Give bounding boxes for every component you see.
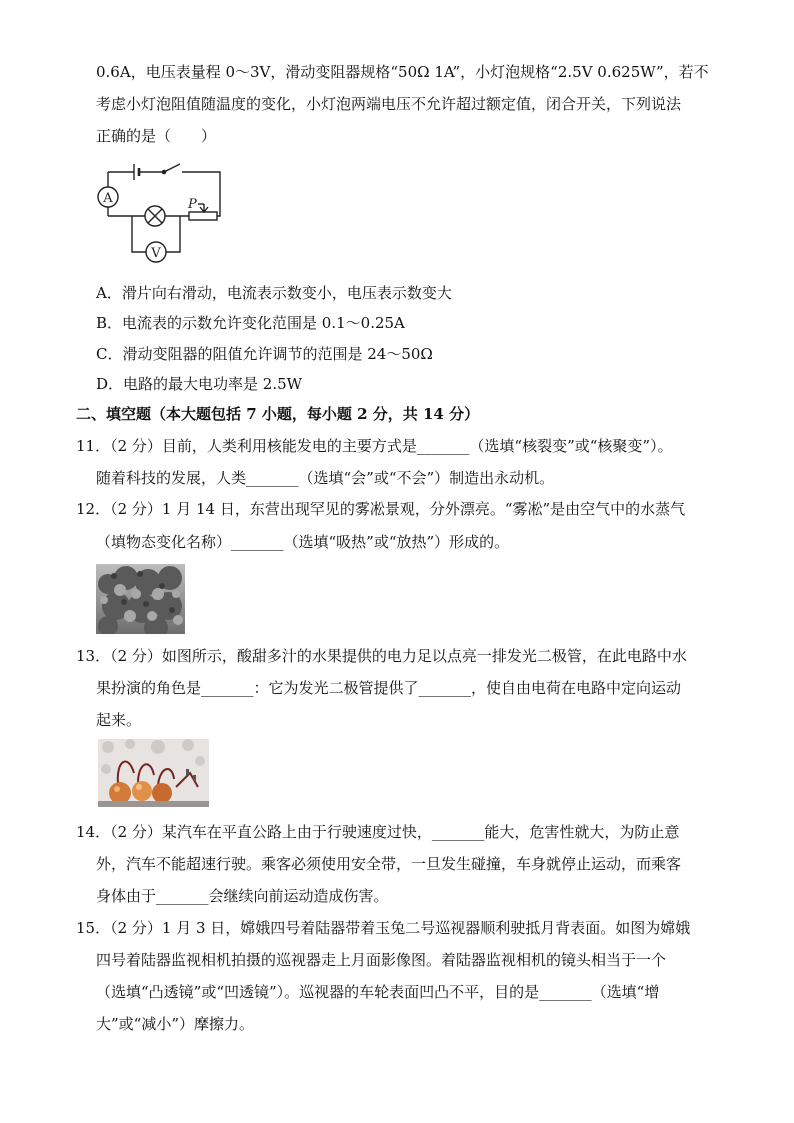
q10-option-a: A．滑片向右滑动，电流表示数变小，电压表示数变大 [96, 284, 452, 302]
q15-line-2: 四号着陆器监视相机拍摄的巡视器走上月面影像图。着陆器监视相机的镜头相当于一个 [96, 951, 667, 969]
q15-line-1: 15．（2 分）1 月 3 日，嫦娥四号着陆器带着玉兔二号巡视器顺利驶抵月背表面。如图为嫦娥 [76, 919, 691, 937]
q14-line-3: 身体由于_______会继续向前运动造成伤害。 [96, 887, 389, 905]
q15-line-4: 大”或“减小”）摩擦力。 [96, 1015, 255, 1033]
q13-line-3: 起来。 [96, 711, 142, 729]
circuit-diagram [94, 160, 228, 268]
q10-line-2: 考虑小灯泡阻值随温度的变化，小灯泡两端电压不允许超过额定值，闭合开关，下列说法 [96, 95, 682, 113]
section-title: 二、填空题（本大题包括 7 小题，每小题 2 分，共 14 分） [76, 405, 480, 423]
q10-line-1: 0.6A，电压表量程 0～3V，滑动变阻器规格“50Ω 1A”，小灯泡规格“2.5V 0.625W”，若不 [96, 63, 709, 81]
q12-line-2: （填物态变化名称）_______（选填“吸热”或“放热”）形成的。 [96, 533, 510, 551]
ammeter-label: A [103, 191, 113, 206]
q13-line-2: 果扮演的角色是_______：它为发光二极管提供了_______，使自由电荷在电路中定向运动 [96, 679, 682, 697]
q10-line-3: 正确的是（ ） [96, 127, 217, 145]
q11-line-2: 随着科技的发展，人类_______（选填“会”或“不会”）制造出永动机。 [96, 469, 555, 487]
q10-option-d: D．电路的最大电功率是 2.5W [96, 375, 303, 393]
q10-option-b: B．电流表的示数允许变化范围是 0.1～0.25A [96, 314, 405, 332]
slider-label: P [188, 197, 197, 212]
q13-line-1: 13．（2 分）如图所示，酸甜多汁的水果提供的电力足以点亮一排发光二极管，在此电路中水 [76, 647, 687, 665]
fruit-battery-photo [98, 739, 209, 807]
q12-line-1: 12．（2 分）1 月 14 日，东营出现罕见的雾凇景观，分外漂亮。“雾凇”是由空气中的水蒸气 [76, 500, 686, 518]
rime-photo [96, 564, 185, 634]
q10-option-c: C．滑动变阻器的阻值允许调节的范围是 24～50Ω [96, 345, 433, 363]
q11-line-1: 11．（2 分）目前，人类利用核能发电的主要方式是_______（选填“核裂变”或“核聚变”）。 [76, 437, 673, 455]
q14-line-2: 外，汽车不能超速行驶。乘客必须使用安全带，一旦发生碰撞，车身就停止运动，而乘客 [96, 855, 682, 873]
q14-line-1: 14．（2 分）某汽车在平直公路上由于行驶速度过快，_______能大，危害性就大，为防止意 [76, 823, 680, 841]
q15-line-3: （选填“凸透镜”或“凹透镜”）。巡视器的车轮表面凹凸不平，目的是_______（选填“增 [96, 983, 660, 1001]
voltmeter-label: V [151, 246, 161, 261]
